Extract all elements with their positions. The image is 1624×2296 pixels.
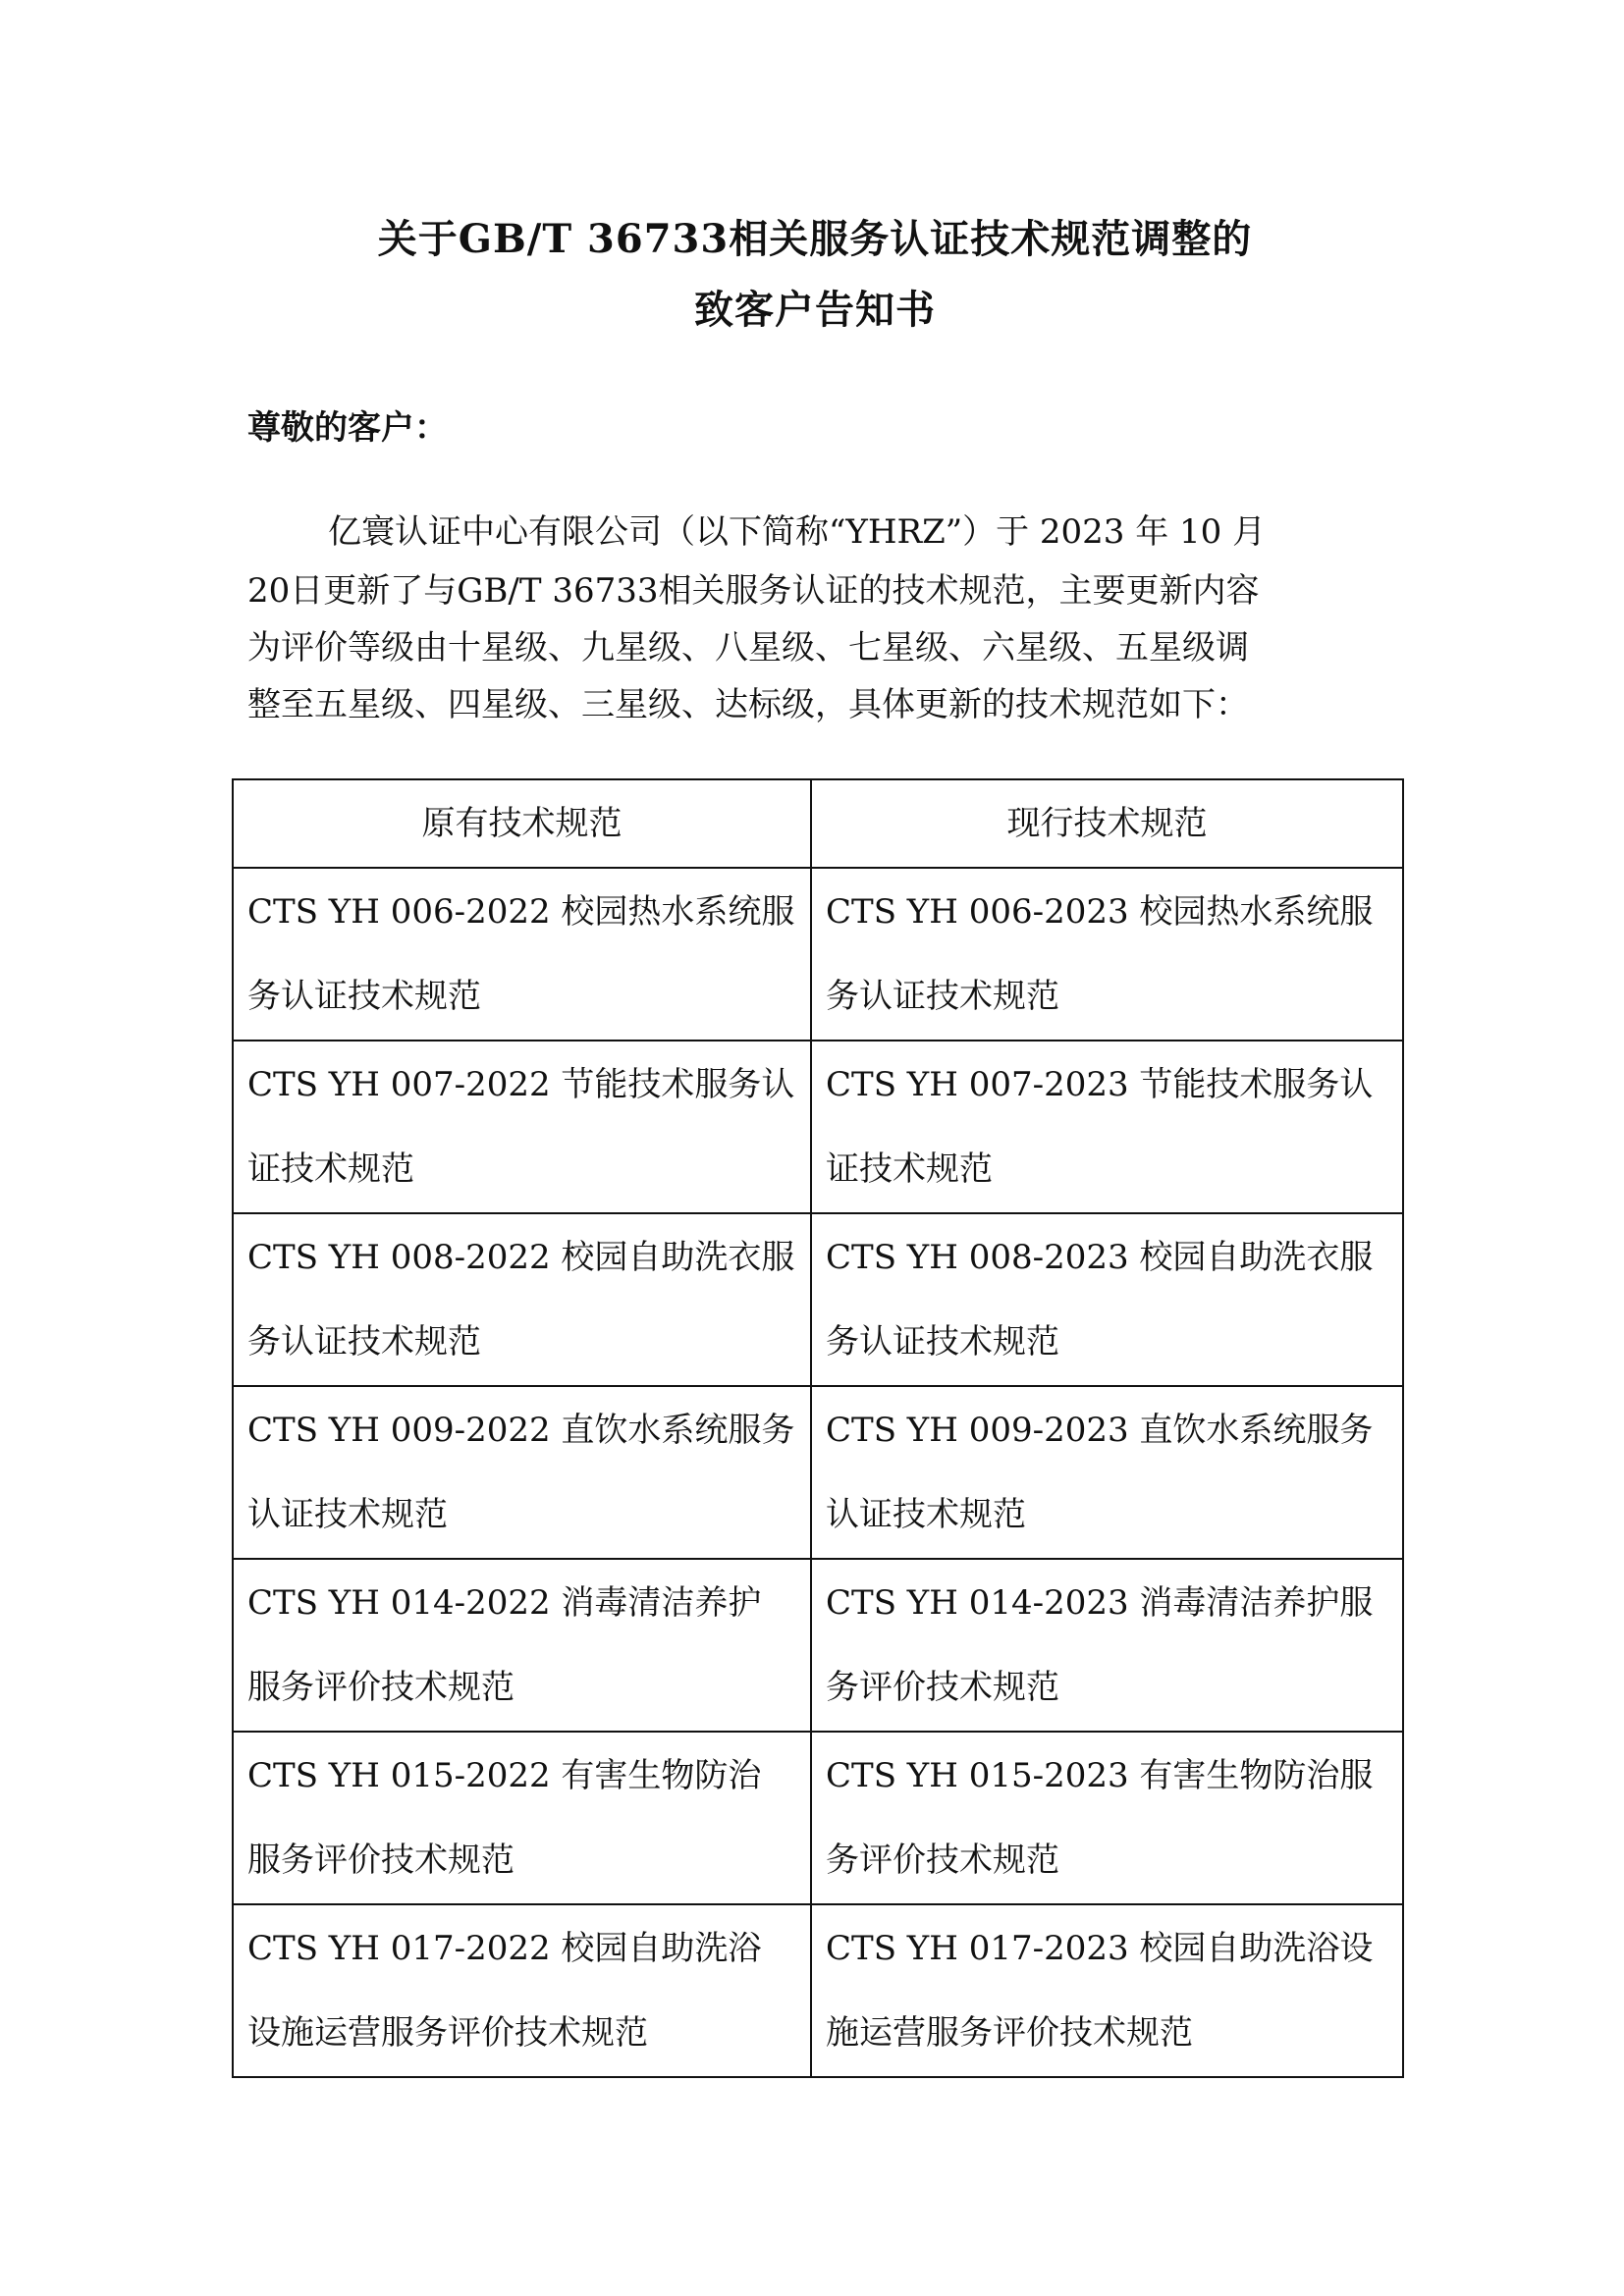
cell-text-line: 务认证技术规范 — [826, 977, 1059, 1016]
original-spec-cell — [233, 1559, 811, 1732]
cell-text-line: CTS YH 006-2023 校园热水系统服 — [826, 892, 1374, 932]
cell-text-line: 务评价技术规范 — [826, 1841, 1059, 1880]
cell-text-line: CTS YH 015-2023 有害生物防治服 — [826, 1756, 1374, 1795]
cell-text-line: CTS YH 008-2022 校园自助洗衣服 — [247, 1238, 795, 1277]
body-text: 亿寰认证中心有限公司（以下简称“YHRZ”）于 2023 年 10 月 — [328, 512, 1267, 552]
cell-text-line: 务评价技术规范 — [826, 1668, 1059, 1707]
original-spec-cell — [233, 1386, 811, 1559]
cell-text-line: 务认证技术规范 — [826, 1322, 1059, 1362]
original-spec-cell — [233, 1904, 811, 2077]
table-row — [233, 1559, 1403, 1732]
cell-text-line: 认证技术规范 — [247, 1495, 448, 1534]
cell-text-line: CTS YH 009-2023 直饮水系统服务 — [826, 1411, 1374, 1450]
document-title-line-1: 关于GB/T 36733相关服务认证技术规范调整的 — [377, 216, 1253, 262]
body-paragraph-line-1 — [247, 508, 1386, 556]
table-row — [233, 1041, 1403, 1213]
current-spec-cell — [811, 868, 1403, 1041]
cell-text-line: 证技术规范 — [247, 1149, 414, 1189]
cell-text-line: CTS YH 017-2023 校园自助洗浴设 — [826, 1929, 1374, 1968]
table-row — [233, 1386, 1403, 1559]
current-spec-cell — [811, 1559, 1403, 1732]
cell-text-line: 认证技术规范 — [826, 1495, 1026, 1534]
original-spec-cell — [233, 1041, 811, 1213]
table-body — [233, 868, 1403, 2077]
current-spec-cell — [811, 1386, 1403, 1559]
current-spec-cell — [811, 1041, 1403, 1213]
original-spec-cell — [233, 868, 811, 1041]
cell-text-line: 施运营服务评价技术规范 — [826, 2013, 1193, 2053]
cell-text-line: CTS YH 014-2022 消毒清洁养护 — [247, 1583, 762, 1623]
cell-text-line: CTS YH 014-2023 消毒清洁养护服 — [826, 1583, 1374, 1623]
cell-text-line: 务认证技术规范 — [247, 1322, 481, 1362]
current-spec-cell — [811, 1213, 1403, 1386]
original-spec-cell — [233, 1732, 811, 1904]
body-paragraph-line-3: 为评价等级由十星级、九星级、八星级、七星级、六星级、五星级调 — [247, 628, 1249, 667]
cell-text-line: CTS YH 015-2022 有害生物防治 — [247, 1756, 762, 1795]
cell-text-line: 服务评价技术规范 — [247, 1841, 514, 1880]
cell-text-line: 务认证技术规范 — [247, 977, 481, 1016]
current-spec-cell — [811, 1904, 1403, 2077]
table-row — [233, 1732, 1403, 1904]
header-original-spec: 原有技术规范 — [233, 779, 811, 868]
cell-text-line: CTS YH 007-2022 节能技术服务认 — [247, 1065, 795, 1104]
document-title-line-2: 致客户告知书 — [694, 287, 936, 333]
cell-text-line: 服务评价技术规范 — [247, 1668, 514, 1707]
current-spec-cell — [811, 1732, 1403, 1904]
body-paragraph-line-4: 整至五星级、四星级、三星级、达标级，具体更新的技术规范如下： — [247, 685, 1249, 724]
salutation: 尊敬的客户： — [247, 408, 448, 448]
cell-text-line: CTS YH 017-2022 校园自助洗浴 — [247, 1929, 762, 1968]
table-header-row — [233, 779, 1403, 868]
table-row — [233, 1213, 1403, 1386]
cell-text-line: 设施运营服务评价技术规范 — [247, 2013, 648, 2053]
body-paragraph-line-2: 20日更新了与GB/T 36733相关服务认证的技术规范，主要更新内容 — [247, 571, 1260, 611]
cell-text-line: CTS YH 009-2022 直饮水系统服务 — [247, 1411, 795, 1450]
cell-text-line: CTS YH 008-2023 校园自助洗衣服 — [826, 1238, 1374, 1277]
cell-text-line: CTS YH 006-2022 校园热水系统服 — [247, 892, 795, 932]
table-row — [233, 1904, 1403, 2077]
specification-table — [232, 778, 1404, 2078]
cell-text-line: CTS YH 007-2023 节能技术服务认 — [826, 1065, 1374, 1104]
table-row — [233, 868, 1403, 1041]
header-current-spec: 现行技术规范 — [811, 779, 1403, 868]
cell-text-line: 证技术规范 — [826, 1149, 993, 1189]
original-spec-cell — [233, 1213, 811, 1386]
